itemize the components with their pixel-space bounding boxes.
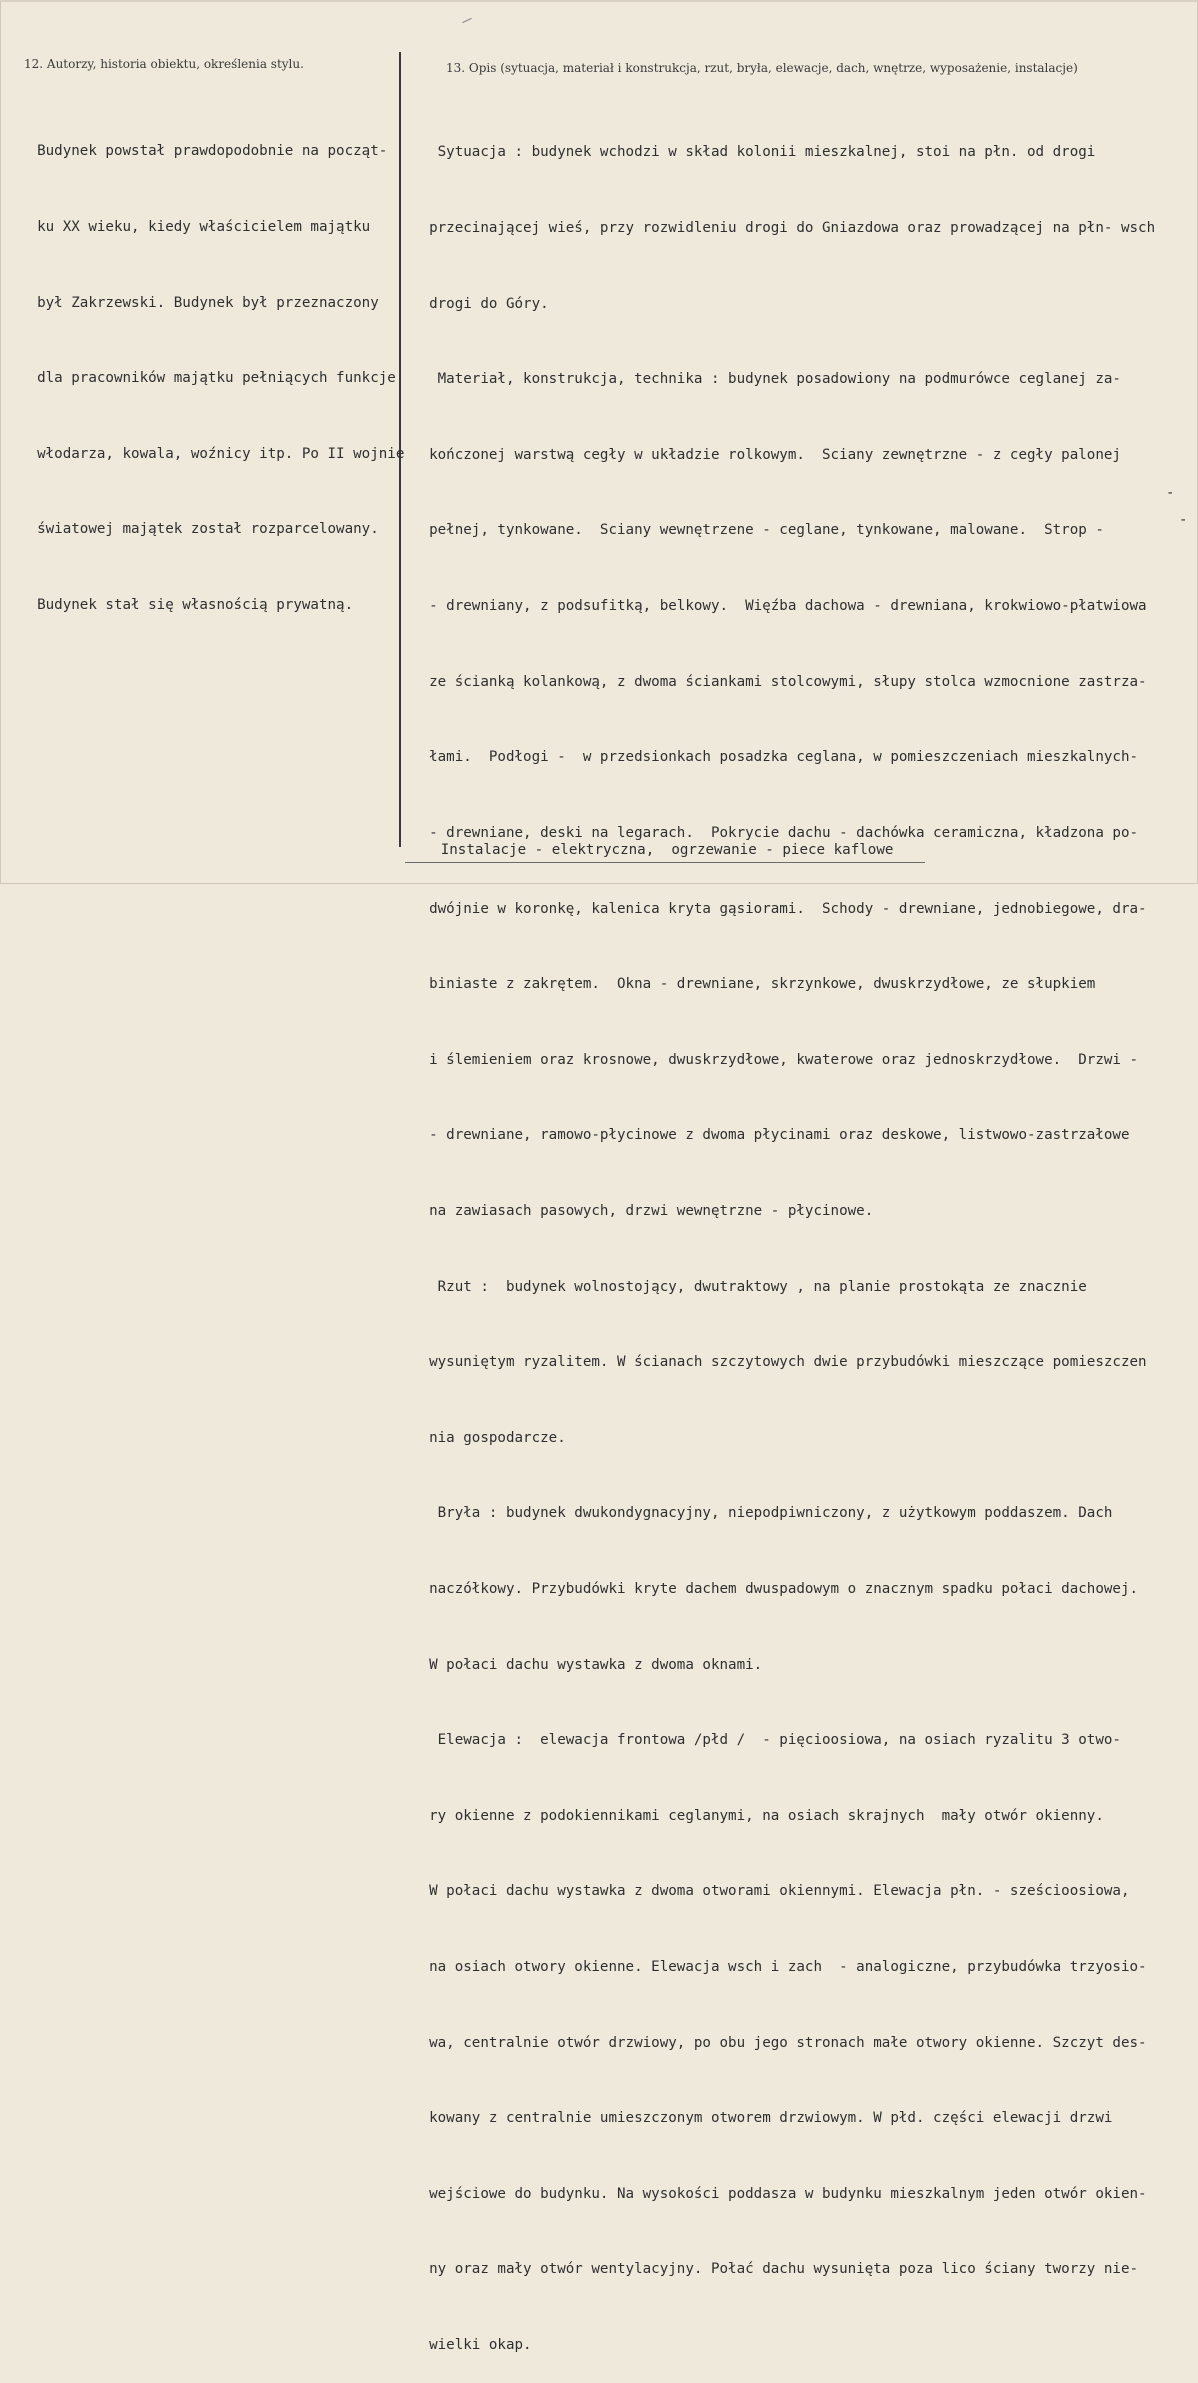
text-line: Bryła : budynek dwukondygnacyjny, niepodpiwniczony, z użytkowym poddaszem. Dach (412, 1505, 1113, 1522)
text-line: Sytuacja : budynek wchodzi w skład kolonii mieszkalnej, stoi na płn. od drogi (412, 144, 1096, 161)
section-13-heading: 13. Opis (sytuacja, materiał i konstrukcja, rzut, bryła, elewacje, dach, wnętrze, wyposażenie, instalacje) (446, 61, 1078, 75)
text-line: ny oraz mały otwór wentylacyjny. Połać dachu wysunięta poza lico ściany tworzy nie- (412, 2261, 1139, 2278)
text-line: nia gospodarcze. (412, 1429, 566, 1446)
text-line: i ślemieniem oraz krosnowe, dwuskrzydłowe, kwaterowe oraz jednoskrzydłowe. Drzwi - (412, 1051, 1139, 1068)
text-line: łami. Podłogi - w przedsionkach posadzka ceglana, w pomieszczeniach mieszkalnych- (412, 749, 1139, 766)
description-text (412, 90, 1155, 2383)
margin-dash: - (1179, 512, 1188, 528)
text-line: Rzut : budynek wolnostojący, dwutraktowy , na planie prostokąta ze znacznie (412, 1278, 1087, 1295)
text-line: - drewniane, ramowo-płycinowe z dwoma płycinami oraz deskowe, listwowo-zastrzałowe (412, 1127, 1130, 1144)
installations-line: Instalacje - elektryczna, ogrzewanie - piece kaflowe (398, 842, 894, 858)
text-line: przecinającej wieś, przy rozwidleniu drogi do Gniazdowa oraz prowadzącej na płn- wsch (412, 220, 1156, 237)
history-text (20, 89, 404, 643)
margin-dash: - (1166, 485, 1175, 501)
text-line: Budynek powstał prawdopodobnie na począt- (20, 143, 388, 160)
text-line: wielki okap. (412, 2337, 532, 2354)
text-line: ku XX wieku, kiedy właścicielem majątku (20, 219, 371, 236)
text-line: kowany z centralnie umieszczonym otworem drzwiowym. W płd. części elewacji drzwi (412, 2110, 1113, 2127)
text-line: Elewacja : elewacja frontowa /płd / - pięcioosiowa, na osiach ryzalitu 3 otwo- (412, 1732, 1121, 1749)
text-line: biniaste z zakrętem. Okna - drewniane, skrzynkowe, dwuskrzydłowe, ze słupkiem (412, 976, 1096, 993)
text-line: włodarza, kowala, woźnicy itp. Po II wojnie (20, 445, 405, 462)
text-line: drogi do Góry. (412, 295, 549, 312)
text-line: W połaci dachu wystawka z dwoma otworami okiennymi. Elewacja płn. - sześcioosiowa, (412, 1883, 1130, 1900)
text-line: dla pracowników majątku pełniących funkcje (20, 370, 396, 387)
text-line: wejściowe do budynku. Na wysokości poddasza w budynku mieszkalnym jeden otwór okien- (412, 2185, 1147, 2202)
text-line: Budynek stał się własnością prywatną. (20, 597, 354, 614)
text-line: Materiał, konstrukcja, technika : budynek posadowiony na podmurówce ceglanej za- (412, 371, 1121, 388)
section-12-heading: 12. Autorzy, historia obiektu, określenia stylu. (24, 57, 304, 71)
text-line: był Zakrzewski. Budynek był przeznaczony (20, 294, 379, 311)
text-line: światowej majątek został rozparcelowany. (20, 521, 379, 538)
text-line: wysuniętym ryzalitem. W ścianach szczytowych dwie przybudówki mieszczące pomieszczen (412, 1354, 1147, 1371)
text-line: na zawiasach pasowych, drzwi wewnętrzne - płycinowe. (412, 1202, 874, 1219)
text-line: pełnej, tynkowane. Sciany wewnętrzene - ceglane, tynkowane, malowane. Strop - (412, 522, 1104, 539)
text-line: naczółkowy. Przybudówki kryte dachem dwuspadowym o znacznym spadku połaci dachowej. (412, 1580, 1139, 1597)
installations-underline (405, 862, 925, 863)
text-line: ry okienne z podokiennikami ceglanymi, na osiach skrajnych mały otwór okienny. (412, 1807, 1104, 1824)
text-line: kończonej warstwą cegły w układzie rolkowym. Sciany zewnętrzne - z cegły palonej (412, 446, 1121, 463)
text-line: ze ścianką kolankową, z dwoma ściankami stolcowymi, słupy stolca wzmocnione zastrza- (412, 673, 1147, 690)
text-line: wa, centralnie otwór drzwiowy, po obu jego stronach małe otwory okienne. Szczyt des- (412, 2034, 1147, 2051)
text-line: dwójnie w koronkę, kalenica kryta gąsiorami. Schody - drewniane, jednobiegowe, dra- (412, 900, 1147, 917)
text-line: - drewniany, z podsufitką, belkowy. Więźba dachowa - drewniana, krokwiowo-płatwiowa (412, 598, 1147, 615)
text-line: - drewniane, deski na legarach. Pokrycie dachu - dachówka ceramiczna, kładzona po- (412, 824, 1139, 841)
text-line: W połaci dachu wystawka z dwoma oknami. (412, 1656, 763, 1673)
top-edge (0, 0, 1198, 2)
text-line: na osiach otwory okienne. Elewacja wsch i zach - analogiczne, przybudówka trzyosio- (412, 1959, 1147, 1976)
